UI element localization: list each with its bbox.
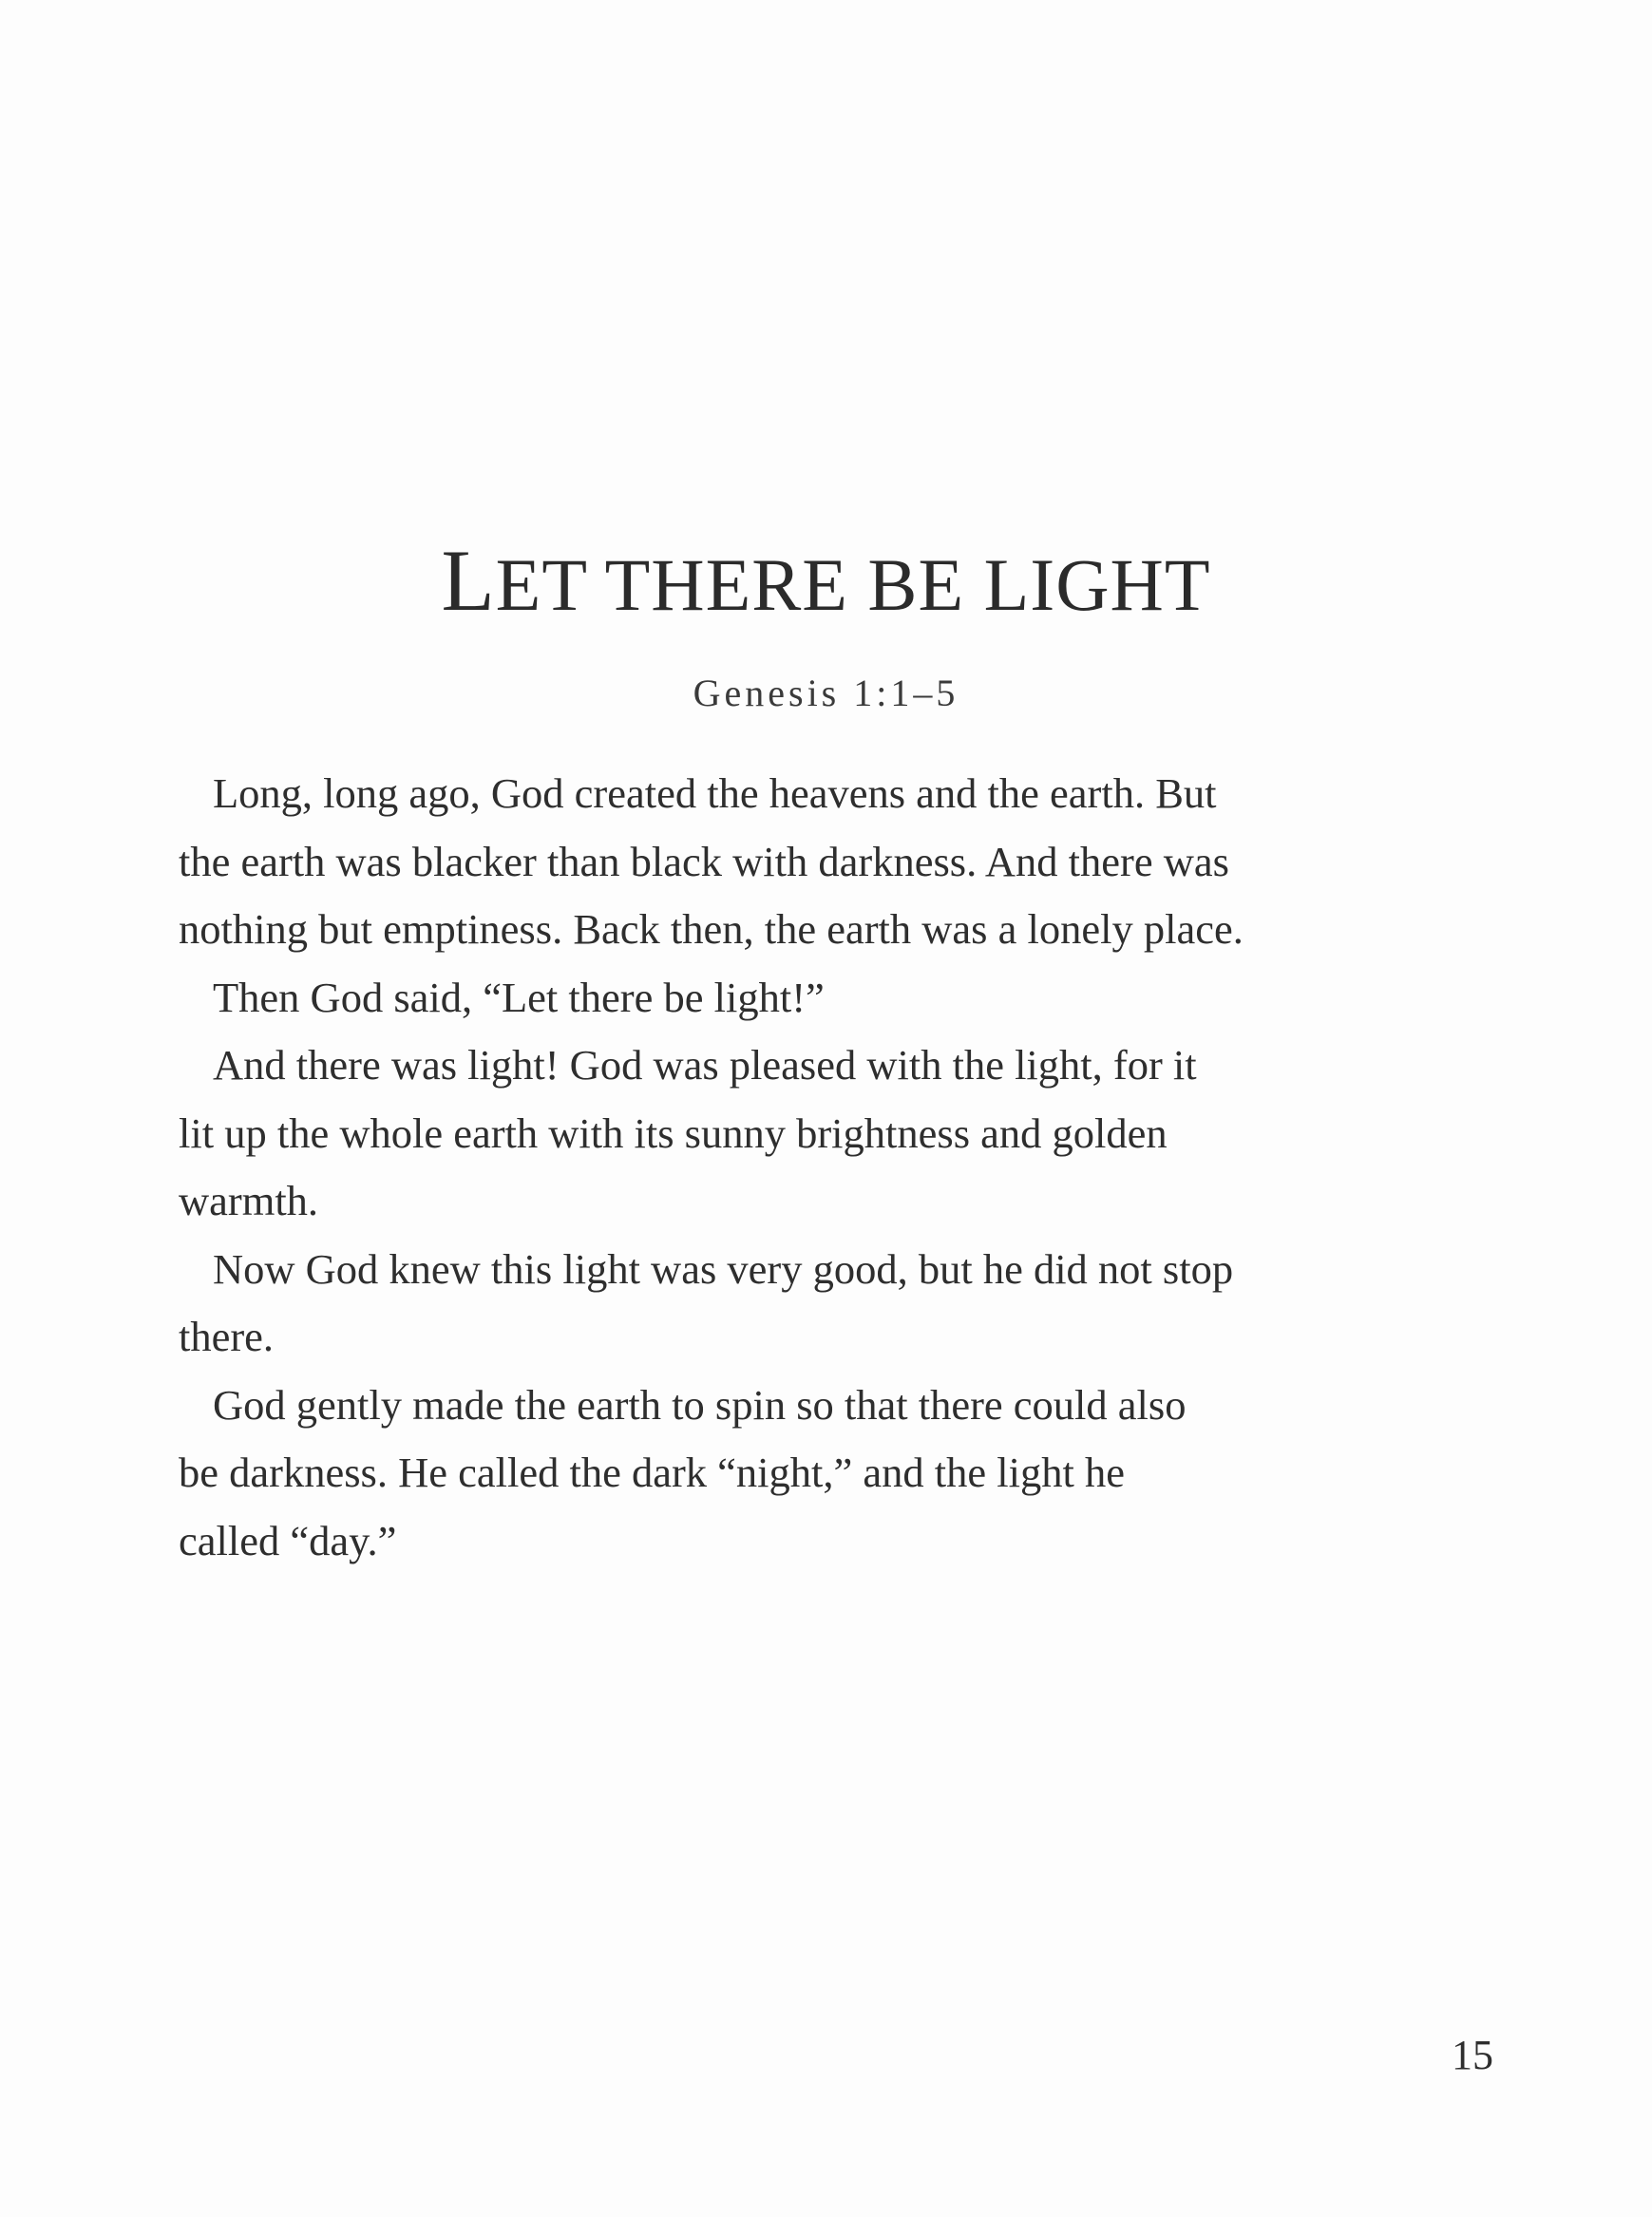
text-line: And there was light! God was pleased with the light, for it (213, 1041, 1197, 1089)
text-line: God gently made the earth to spin so that there could also (213, 1380, 1187, 1429)
text-line: lit up the whole earth with its sunny brightness and golden (179, 1108, 1168, 1157)
text-line: be darkness. He called the dark “night,” and the light he (179, 1449, 1125, 1496)
story-text (179, 760, 1442, 1575)
text-line: Then God said, “Let there be light!” (213, 973, 825, 1021)
text-line: Long, long ago, God created the heavens and the earth. But (213, 769, 1217, 817)
title-initial: L (441, 532, 496, 629)
title-rest: ET THERE BE LIGHT (495, 543, 1211, 626)
text-line: warmth. (179, 1177, 319, 1224)
text-line: nothing but emptiness. Back then, the earth was a lonely place. (179, 905, 1244, 953)
scripture-reference: Genesis 1:1–5 (693, 672, 959, 714)
page-number: 15 (1452, 2032, 1493, 2078)
text-line: the earth was blacker than black with darkness. And there was (179, 837, 1229, 885)
text-line: called “day.” (179, 1516, 397, 1564)
text-line: there. (179, 1313, 275, 1360)
text-line: Now God knew this light was very good, but he did not stop (213, 1244, 1234, 1293)
chapter-title (0, 532, 1652, 629)
